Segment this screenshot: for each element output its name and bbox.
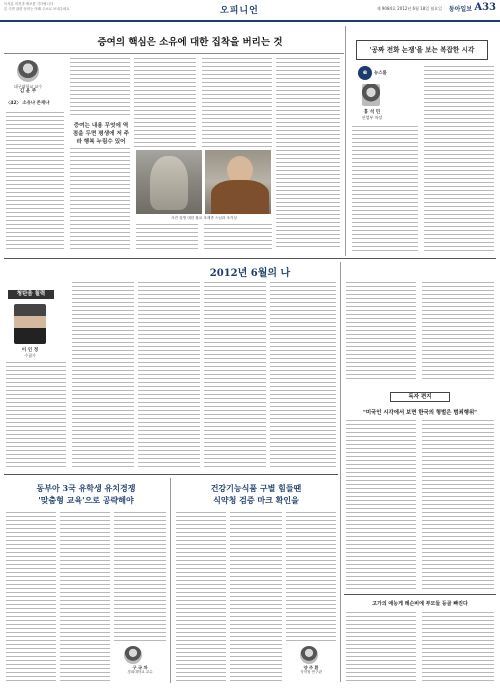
author-role: 수필가 bbox=[24, 353, 36, 358]
author-role: 산업부 차장 bbox=[361, 115, 383, 120]
article1-text-col3b bbox=[136, 224, 198, 250]
article1-text-col2a bbox=[70, 58, 130, 116]
page-number: A33 bbox=[474, 2, 496, 13]
side-text-col2 bbox=[424, 66, 494, 254]
essay-text-col2 bbox=[72, 282, 134, 470]
author-name: 양 주 환 bbox=[303, 665, 319, 670]
article2-title bbox=[6, 482, 166, 506]
author-name: 김 윤 주 bbox=[19, 89, 37, 94]
author-name: 구 국 차 bbox=[132, 665, 148, 670]
essay-text-col5 bbox=[270, 282, 336, 470]
bottom-right-text-col1 bbox=[346, 612, 416, 682]
author-name: 홍 석 민 bbox=[363, 110, 381, 115]
reader-text-col1 bbox=[346, 420, 416, 590]
right-text-col1 bbox=[346, 282, 416, 382]
contact-info: 독자분 의견과 제보를 기다립니다 본 지면 관련 문의는 아래 주소로 보내주세요 bbox=[4, 2, 70, 11]
article3-text-col2 bbox=[230, 512, 282, 682]
e-logo-icon: e bbox=[358, 66, 372, 80]
issue-info: 제 9084호 2012년 6월 18일 월요일 bbox=[376, 6, 442, 11]
reader-text-col2 bbox=[422, 420, 494, 590]
article3-title-line2: 식약청 검증 마크 확인을 bbox=[213, 495, 299, 505]
author-name: 이 인 정 bbox=[21, 348, 39, 353]
divider bbox=[4, 53, 344, 54]
article3-title-line1: 건강기능식품 구별 힘들땐 bbox=[210, 483, 302, 493]
author-photo bbox=[17, 60, 39, 82]
section-title: 오피니언 bbox=[220, 6, 259, 16]
article1-text-col4b bbox=[204, 224, 272, 250]
essay-text-col1 bbox=[6, 362, 66, 470]
article1-pullquote: 증여는 내용 무엇에 역점을 두면 평생에 저 주라 행복 누림수 있어 bbox=[72, 123, 130, 145]
page-header bbox=[0, 0, 500, 22]
reader-label: 독자 편지 bbox=[390, 392, 450, 402]
side-box-title: '공짜 전화 논쟁'을 보는 복잡한 시각 bbox=[356, 40, 488, 60]
essay-title: 2012년 6월의 나 bbox=[209, 268, 291, 279]
author-photo bbox=[124, 646, 142, 664]
statue-photo bbox=[136, 150, 202, 214]
author-photo bbox=[300, 646, 318, 664]
divider bbox=[4, 474, 338, 475]
article1-text-col4 bbox=[202, 58, 272, 148]
author-role: 대구대학교 교수 bbox=[13, 84, 43, 89]
article1-text-col5 bbox=[276, 58, 340, 250]
author-photo bbox=[14, 304, 46, 344]
article2-title-line2: '맞춤형 교육'으로 공략해야 bbox=[38, 495, 134, 505]
article2-text-col2 bbox=[60, 512, 110, 682]
newsroom-label: 뉴스룸 bbox=[374, 71, 387, 76]
article3-title bbox=[176, 482, 336, 506]
reader-title: "미국인 시각에서 보면 한국의 형벌은 범죄행위" bbox=[363, 410, 477, 416]
author-role: 식약청 연구관 bbox=[300, 670, 322, 674]
article1-title: 증여의 핵심은 소유에 대한 집착을 버리는 것 bbox=[97, 37, 283, 48]
article1-text-col3 bbox=[134, 58, 196, 148]
divider bbox=[4, 258, 496, 259]
author-photo bbox=[362, 84, 380, 106]
article2-title-line1: 동부아 3국 유학생 유치경쟁 bbox=[36, 483, 136, 493]
photo-caption: 사진 설명 대한 불교 조계종 스님과 조각상 bbox=[171, 216, 237, 220]
bottom-right-text-col2 bbox=[422, 612, 494, 682]
monk-photo bbox=[205, 150, 271, 214]
bottom-right-title: 고가의 애능게 레슨비에 부모들 등골 빠진다 bbox=[372, 601, 468, 607]
article3-text-col3 bbox=[286, 512, 336, 642]
article2-text-col3 bbox=[114, 512, 166, 642]
article1-text-col1 bbox=[6, 112, 64, 250]
article1-kicker: 〈42〉 소유냐 존재냐 bbox=[6, 101, 50, 106]
essay-text-col4 bbox=[204, 282, 266, 470]
side-text-col1 bbox=[352, 126, 418, 254]
article2-text-col1 bbox=[6, 512, 56, 682]
right-text-col2 bbox=[422, 282, 494, 382]
newspaper-name: 동아일보 bbox=[448, 6, 472, 13]
column-label: 청탄음 칠력 bbox=[8, 290, 54, 299]
author-role: 경희대학교 교수 bbox=[127, 670, 153, 674]
divider bbox=[340, 262, 341, 682]
essay-text-col3 bbox=[138, 282, 200, 470]
divider bbox=[345, 26, 346, 256]
divider bbox=[170, 478, 171, 683]
article3-text-col1 bbox=[176, 512, 226, 682]
divider bbox=[344, 594, 496, 595]
article1-text-col2b bbox=[70, 148, 130, 250]
